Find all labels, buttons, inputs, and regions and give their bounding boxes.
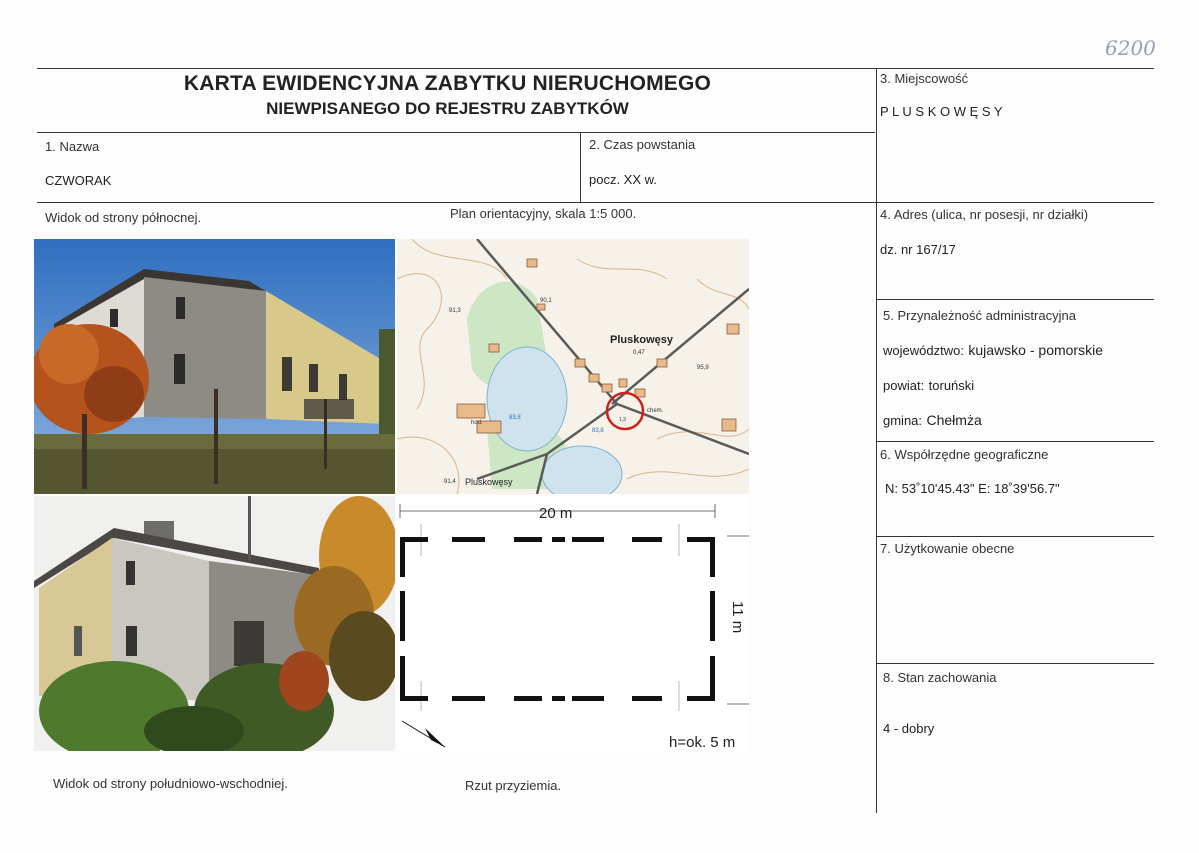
- map-elev-047: 0,47: [633, 350, 645, 356]
- map-elev-838a: 83,8: [509, 415, 521, 421]
- map-elev-959: 95,9: [697, 365, 709, 371]
- map-village-bottom-label: Pluskowęsy: [465, 477, 513, 487]
- name-value: CZWORAK: [45, 173, 112, 188]
- caption-ground-plan: Rzut przyziemia.: [465, 778, 562, 793]
- rule-row1-bottom: [37, 202, 1154, 203]
- voivodeship-label: województwo:: [883, 343, 964, 358]
- usage-label: 7. Użytkowanie obecne: [880, 541, 1015, 556]
- rule-header-bottom: [37, 132, 875, 133]
- map-elev-838b: 83,8: [592, 428, 604, 434]
- voivodeship-value: kujawsko - pomorskie: [968, 342, 1103, 358]
- ground-plan-drawing: [397, 496, 749, 751]
- width-dimension-label: 20 m: [539, 505, 573, 522]
- height-label: h=ok. 5 m: [669, 734, 736, 751]
- address-label: 4. Adres (ulica, nr posesji, nr działki): [880, 207, 1089, 222]
- north-arrow-icon: [402, 721, 445, 747]
- document-subtitle: NIEWPISANEGO DO REJESTRU ZABYTKÓW: [266, 99, 629, 118]
- photo-north-view: [34, 239, 395, 494]
- rule-coords-bottom: [876, 536, 1154, 537]
- site-map: [397, 239, 749, 494]
- voivodeship-row: [883, 342, 1103, 360]
- map-village-label: Pluskowęsy: [610, 334, 673, 346]
- map-elev-901: 90,1: [540, 298, 552, 304]
- gmina-value: Chełmża: [926, 412, 982, 428]
- condition-value: 4 - dobry: [883, 721, 935, 736]
- coords-value: N: 53˚10'45.43" E: 18˚39'56.7": [885, 481, 1060, 496]
- divider-name-time: [580, 132, 581, 202]
- caption-plan: Plan orientacyjny, skala 1:5 000.: [450, 206, 637, 221]
- map-elev-13: 1,3: [619, 417, 626, 423]
- admin-label: 5. Przynależność administracyjna: [883, 308, 1076, 323]
- caption-southeast-view: Widok od strony południowo-wschodniej.: [53, 776, 288, 791]
- map-label-chem: chem.: [647, 408, 664, 414]
- rule-admin-bottom: [876, 441, 1154, 442]
- rule-address-bottom: [876, 299, 1154, 300]
- place-value: P L U S K O W Ę S Y: [880, 104, 1003, 119]
- caption-north-view: Widok od strony północnej.: [45, 210, 202, 225]
- condition-label: 8. Stan zachowania: [883, 670, 997, 685]
- map-elev-913: ·91,3: [447, 308, 461, 314]
- powiat-row: [883, 377, 974, 395]
- depth-dimension-label: 11 m: [729, 601, 746, 634]
- map-label-hod: hod.: [471, 420, 483, 426]
- gmina-label: gmina:: [883, 413, 923, 428]
- archive-stamp: 6200: [1105, 36, 1156, 60]
- address-value: dz. nr 167/17: [880, 242, 956, 257]
- powiat-value: toruński: [928, 378, 975, 393]
- map-elev-914: ·91,4: [442, 479, 456, 485]
- document-title: KARTA EWIDENCYJNA ZABYTKU NIERUCHOMEGO: [183, 72, 712, 95]
- time-label: 2. Czas powstania: [589, 137, 696, 152]
- coords-label: 6. Współrzędne geograficzne: [880, 447, 1049, 462]
- gmina-row: [883, 412, 982, 430]
- place-label: 3. Miejscowość: [880, 71, 969, 86]
- rule-usage-bottom: [876, 663, 1154, 664]
- name-label: 1. Nazwa: [45, 139, 100, 154]
- top-rule: [37, 68, 1154, 69]
- photo-southeast-view: [34, 496, 395, 751]
- powiat-label: powiat:: [883, 378, 925, 393]
- time-value: pocz. XX w.: [589, 172, 657, 187]
